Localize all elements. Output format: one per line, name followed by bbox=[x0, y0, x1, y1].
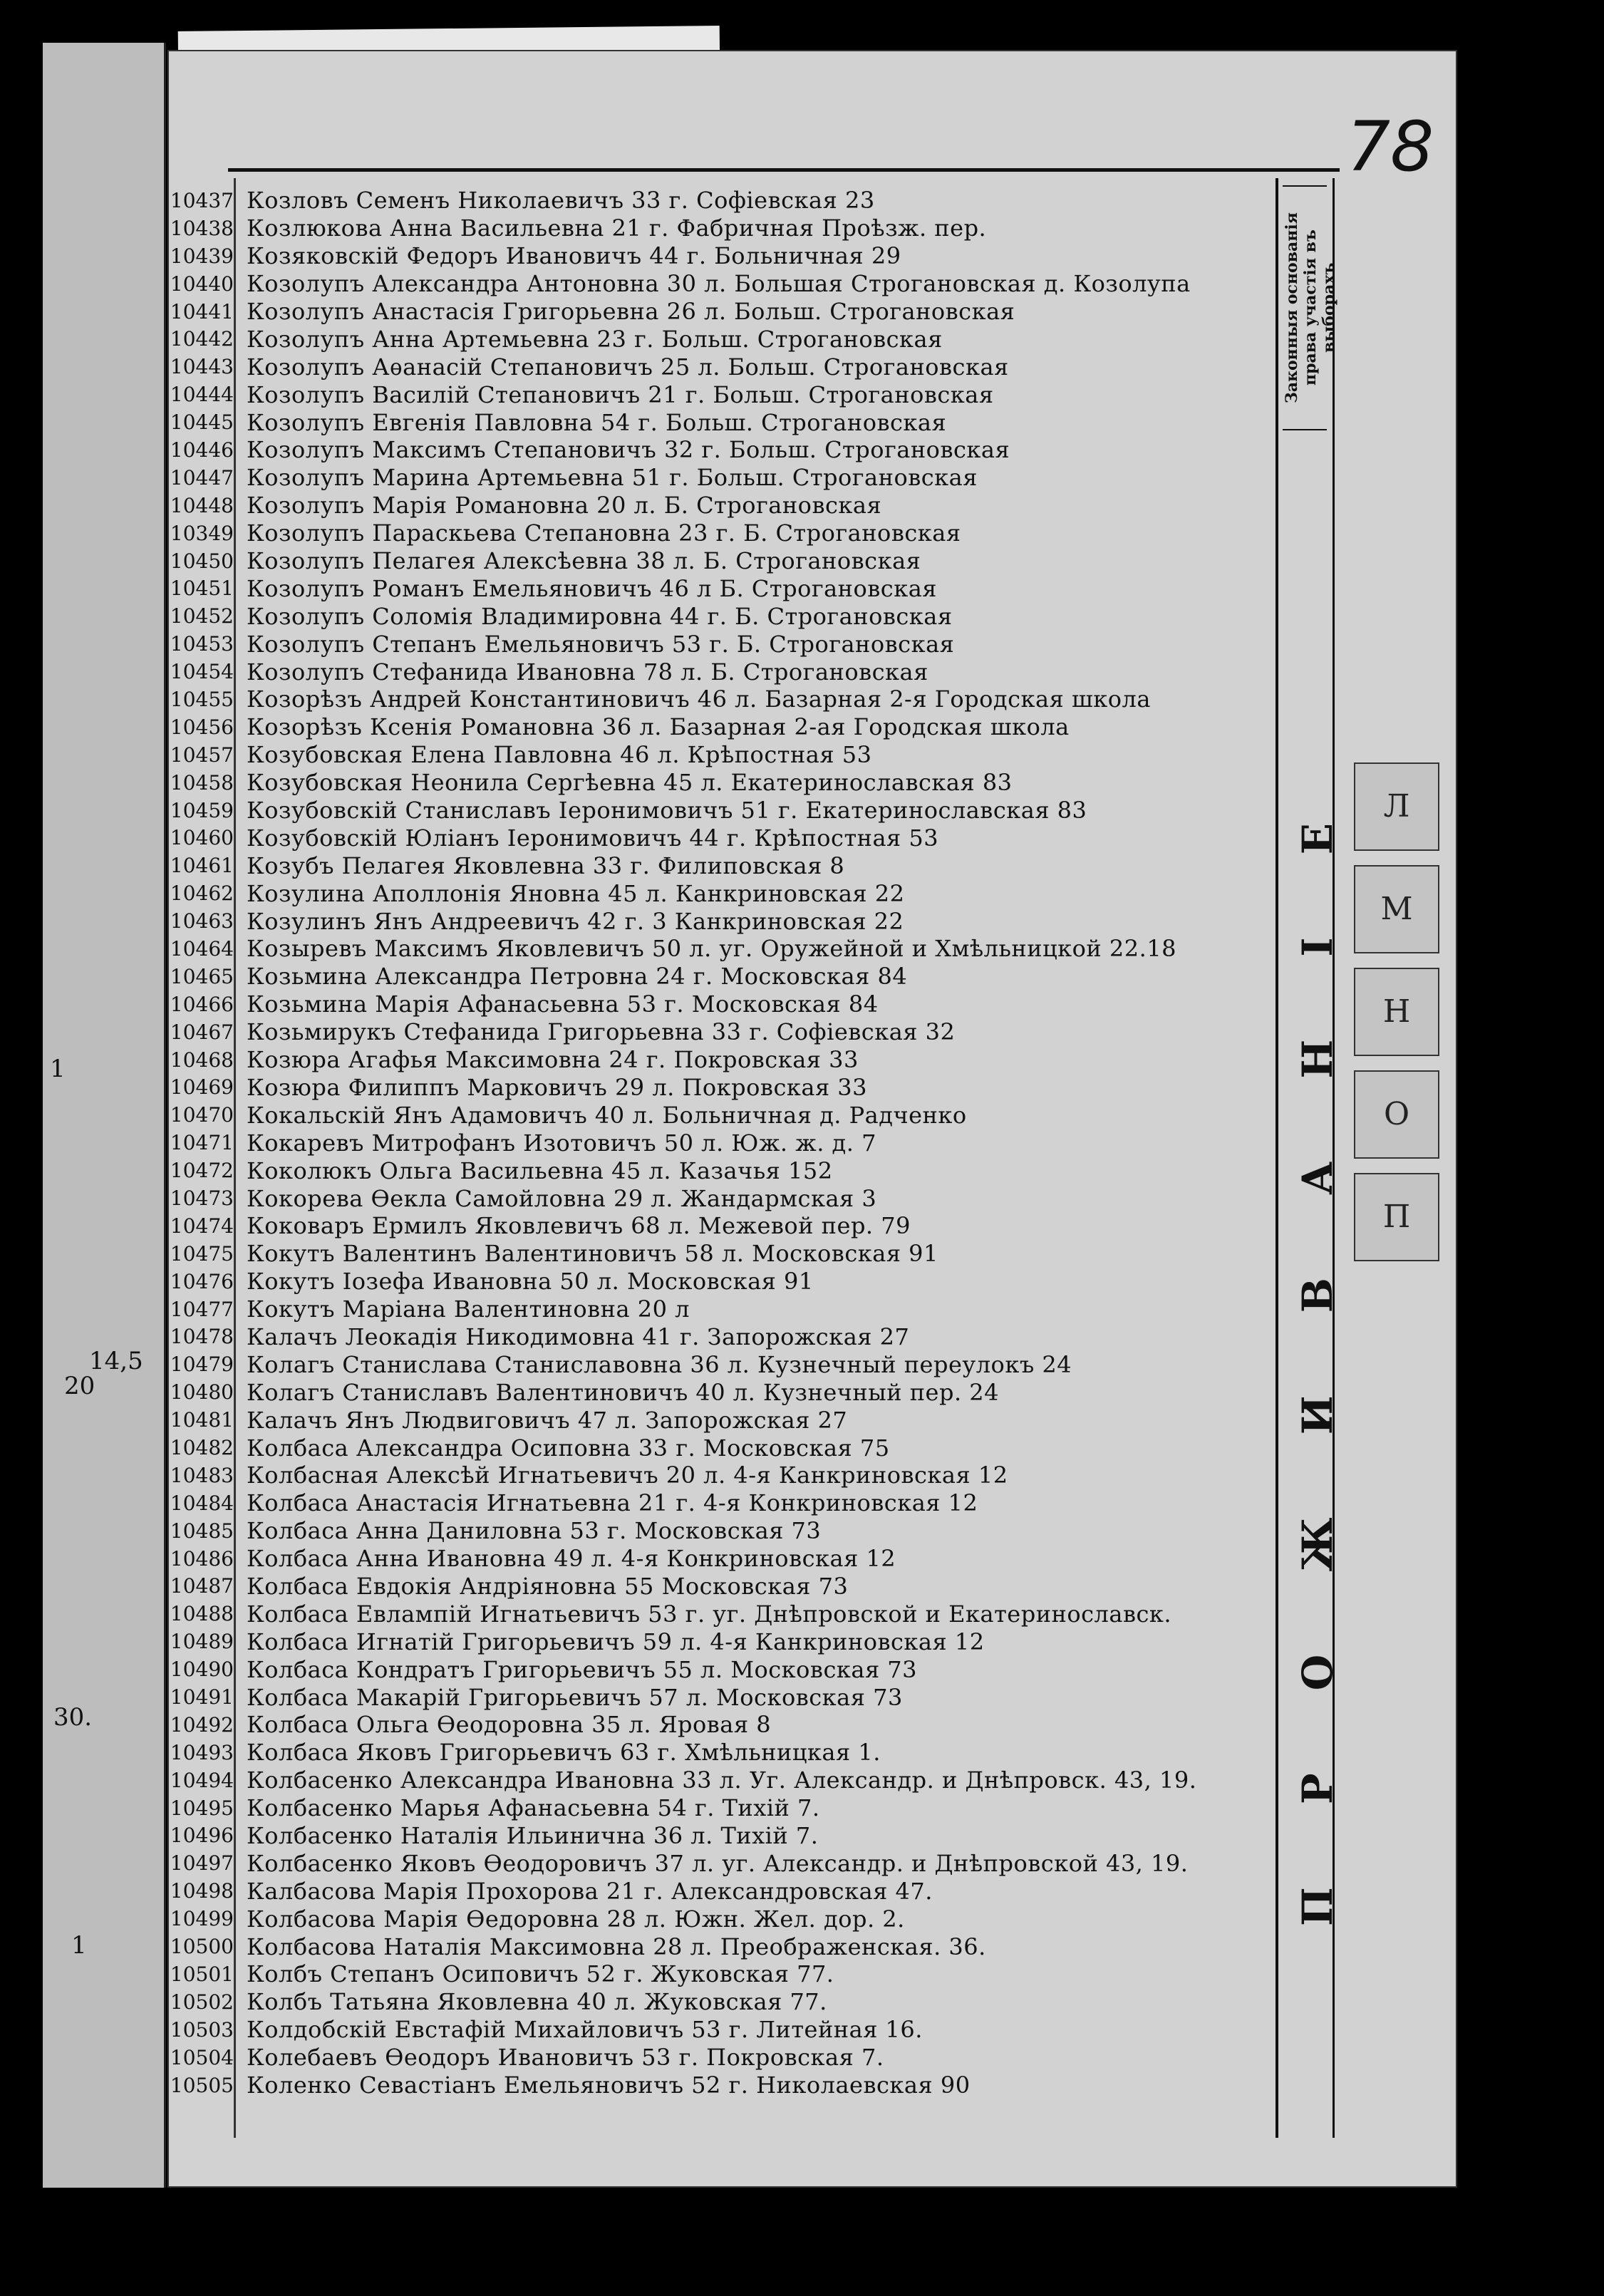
entry-number: 10447 bbox=[170, 465, 234, 490]
entry-text: Козубовскiй Юлiанъ Iеронимовичъ 44 г. Крѣпостная 53 bbox=[247, 824, 939, 852]
entry-number: 10463 bbox=[170, 909, 234, 934]
entry-number: 10459 bbox=[170, 798, 234, 822]
entry-text: Козюра Агафья Максимовна 24 г. Покровская 33 bbox=[247, 1046, 859, 1074]
list-item bbox=[170, 1074, 1281, 1102]
entry-text: Козолупъ Максимъ Степановичъ 32 г. Больш. Строгановская bbox=[247, 436, 1010, 464]
list-item bbox=[170, 1794, 1281, 1822]
entry-number: 10481 bbox=[170, 1408, 234, 1432]
entry-number: 10473 bbox=[170, 1186, 234, 1210]
list-item bbox=[170, 492, 1281, 519]
list-item bbox=[170, 797, 1281, 824]
entry-text: Колбъ Татьяна Яковлевна 40 л. Жуковская 77. bbox=[247, 1988, 827, 2016]
entry-number: 10488 bbox=[170, 1602, 234, 1626]
list-item bbox=[170, 1268, 1281, 1296]
index-tabs bbox=[1354, 762, 1439, 1261]
entry-text: Колбаса Александра Осиповна 33 г. Московская 75 bbox=[247, 1434, 890, 1462]
entry-number: 10476 bbox=[170, 1269, 234, 1293]
entry-number: 10495 bbox=[170, 1796, 234, 1820]
entry-text: Колебаевъ Ѳеодоръ Ивановичъ 53 г. Покровская 7. bbox=[247, 2044, 884, 2072]
entry-text: Козловъ Семенъ Николаевичъ 33 г. Софiевская 23 bbox=[247, 187, 875, 214]
entry-text: Козяковскiй Федоръ Ивановичъ 44 г. Больничная 29 bbox=[247, 242, 901, 270]
entry-number: 10486 bbox=[170, 1546, 234, 1571]
list-item bbox=[170, 630, 1281, 658]
entry-number: 10499 bbox=[170, 1907, 234, 1931]
list-item bbox=[170, 1240, 1281, 1268]
entry-number: 10497 bbox=[170, 1851, 234, 1876]
entry-text: Козорѣзъ Андрей Константиновичъ 46 л. Базарная 2-я Городская школа bbox=[247, 686, 1151, 713]
entry-text: Колбасенко Яковъ Ѳеодоровичъ 37 л. уг. Александр. и Днѣпровской 43, 19. bbox=[247, 1849, 1189, 1877]
list-item bbox=[170, 1018, 1281, 1046]
list-item bbox=[170, 436, 1281, 464]
entry-text: Козолупъ Степанъ Емельяновичъ 53 г. Б. Строгановская bbox=[247, 630, 955, 658]
list-item bbox=[170, 935, 1281, 963]
entry-text: Кокутъ Iозефа Ивановна 50 л. Московская 91 bbox=[247, 1268, 814, 1296]
entry-text: Козолупъ Евгенiя Павловна 54 г. Больш. Строгановская bbox=[247, 408, 947, 436]
list-item bbox=[170, 769, 1281, 797]
index-tab[interactable]: Н bbox=[1354, 968, 1439, 1056]
entry-text: Кокорева Ѳекла Самойловна 29 л. Жандармская 3 bbox=[247, 1184, 877, 1212]
list-item bbox=[170, 2044, 1281, 2072]
index-tab[interactable]: П bbox=[1354, 1173, 1439, 1261]
entry-number: 10500 bbox=[170, 1935, 234, 1959]
list-item bbox=[170, 574, 1281, 602]
entry-text: Коколюкъ Ольга Васильевна 45 л. Казачья 152 bbox=[247, 1157, 833, 1184]
index-tab[interactable]: Л bbox=[1354, 762, 1439, 851]
list-item bbox=[170, 464, 1281, 492]
entry-number: 10472 bbox=[170, 1159, 234, 1183]
list-item bbox=[170, 824, 1281, 852]
list-item bbox=[170, 1573, 1281, 1601]
list-item bbox=[170, 1046, 1281, 1074]
entry-number: 10504 bbox=[170, 2045, 234, 2069]
entry-text: Колбасенко Марья Афанасьевна 54 г. Тихiй 7. bbox=[247, 1794, 820, 1822]
list-item bbox=[170, 1655, 1281, 1683]
entry-text: Козлюкова Анна Васильевна 21 г. Фабричная Проѣзж. пер. bbox=[247, 214, 987, 242]
entry-number: 10505 bbox=[170, 2073, 234, 2097]
entry-number: 10451 bbox=[170, 576, 234, 601]
list-item bbox=[170, 1489, 1281, 1517]
entry-text: Козолупъ Василiй Степановичъ 21 г. Больш. Строгановская bbox=[247, 381, 994, 408]
list-item bbox=[170, 1296, 1281, 1323]
entry-text: Колбасова Наталiя Максимовна 28 л. Преображенская. 36. bbox=[247, 1933, 986, 1960]
list-item bbox=[170, 2016, 1281, 2044]
list-item bbox=[170, 991, 1281, 1018]
list-item bbox=[170, 1849, 1281, 1877]
entry-number: 10462 bbox=[170, 881, 234, 906]
entry-number: 10442 bbox=[170, 327, 234, 351]
list-item bbox=[170, 1822, 1281, 1850]
list-item bbox=[170, 1877, 1281, 1905]
list-item bbox=[170, 187, 1281, 214]
entry-number: 10469 bbox=[170, 1075, 234, 1100]
entry-text: Колбаса Анна Даниловна 53 г. Московская 73 bbox=[247, 1517, 822, 1545]
entry-text: Козыревъ Максимъ Яковлевичъ 50 л. уг. Оружейной и Хмѣльницкой 22.18 bbox=[247, 935, 1177, 963]
entry-number: 10440 bbox=[170, 272, 234, 296]
entry-number: 10503 bbox=[170, 2017, 234, 2042]
list-item bbox=[170, 214, 1281, 242]
entry-text: Козьмина Марiя Афанасьевна 53 г. Московская 84 bbox=[247, 991, 879, 1018]
list-item bbox=[170, 1711, 1281, 1739]
entry-text: Козюра Филиппъ Марковичъ 29 л. Покровская 33 bbox=[247, 1073, 868, 1101]
entry-text: Колбаса Ольга Ѳеодоровна 35 л. Яровая 8 bbox=[247, 1711, 772, 1739]
entry-text: Козолупъ Марiя Романовна 20 л. Б. Строгановская bbox=[247, 492, 882, 519]
entry-text: Козолупъ Стефанида Ивановна 78 л. Б. Строгановская bbox=[247, 658, 928, 686]
entry-number: 10470 bbox=[170, 1103, 234, 1127]
entry-number: 10456 bbox=[170, 715, 234, 739]
entry-text: Коковаръ Ермилъ Яковлевичъ 68 л. Межевой пер. 79 bbox=[247, 1212, 911, 1240]
entry-number: 10492 bbox=[170, 1712, 234, 1737]
entry-text: Козьмина Александра Петровна 24 г. Московская 84 bbox=[247, 963, 908, 991]
margin-note: 14,5 bbox=[89, 1347, 143, 1375]
entry-text: Коленко Севастiанъ Емельяновичъ 52 г. Николаевская 90 bbox=[247, 2072, 971, 2099]
entry-text: Козубовскiй Станиславъ Iеронимовичъ 51 г. Екатеринославская 83 bbox=[247, 797, 1087, 824]
entry-text: Колбаса Евлампiй Игнатьевичъ 53 г. уг. Днѣпровской и Екатеринославск. bbox=[247, 1600, 1172, 1628]
entry-number: 10457 bbox=[170, 743, 234, 767]
list-item bbox=[170, 1350, 1281, 1378]
list-item bbox=[170, 1683, 1281, 1711]
list-item bbox=[170, 1905, 1281, 1933]
entry-number: 10474 bbox=[170, 1214, 234, 1238]
entry-number: 10480 bbox=[170, 1380, 234, 1405]
entry-number: 10446 bbox=[170, 438, 234, 462]
entry-number: 10502 bbox=[170, 1990, 234, 2014]
entry-number: 10460 bbox=[170, 826, 234, 850]
entry-number: 10489 bbox=[170, 1630, 234, 1654]
list-item bbox=[170, 907, 1281, 935]
entry-number: 10437 bbox=[170, 188, 234, 212]
entry-number: 10452 bbox=[170, 604, 234, 629]
entry-text: Колбаса Анна Ивановна 49 л. 4-я Конкриновская 12 bbox=[247, 1545, 896, 1573]
list-item bbox=[170, 658, 1281, 686]
entry-text: Кокутъ Валентинъ Валентиновичъ 58 л. Московская 91 bbox=[247, 1240, 938, 1268]
entry-number: 10441 bbox=[170, 299, 234, 324]
entry-number: 10494 bbox=[170, 1768, 234, 1792]
margin-note: 1 bbox=[71, 1931, 87, 1960]
list-item bbox=[170, 1212, 1281, 1240]
entry-text: Козолупъ Анна Артемьевна 23 г. Больш. Строгановская bbox=[247, 325, 943, 353]
list-item bbox=[170, 1462, 1281, 1489]
list-item bbox=[170, 1434, 1281, 1462]
entry-text: Козубовская Елена Павловна 46 л. Крѣпостная 53 bbox=[247, 741, 872, 769]
entry-text: Козорѣзъ Ксенiя Романовна 36 л. Базарная 2-ая Городская школа bbox=[247, 713, 1070, 741]
list-item bbox=[170, 298, 1281, 326]
entry-text: Кокаревъ Митрофанъ Изотовичъ 50 л. Юж. ж. д. 7 bbox=[247, 1129, 876, 1157]
list-item bbox=[170, 1157, 1281, 1184]
entry-number: 10496 bbox=[170, 1824, 234, 1848]
list-item bbox=[170, 1628, 1281, 1655]
entry-number: 10498 bbox=[170, 1879, 234, 1903]
entry-text: Калачъ Леокадiя Никодимовна 41 г. Запорожская 27 bbox=[247, 1323, 910, 1350]
entry-text: Козолупъ Соломiя Владимировна 44 г. Б. Строгановская bbox=[247, 602, 953, 630]
list-item bbox=[170, 353, 1281, 381]
entry-number: 10467 bbox=[170, 1020, 234, 1044]
entry-number: 10465 bbox=[170, 964, 234, 988]
entry-number: 10491 bbox=[170, 1685, 234, 1710]
entry-text: Колбасенко Александра Ивановна 33 л. Уг. Александр. и Днѣпровск. 43, 19. bbox=[247, 1767, 1197, 1794]
list-item bbox=[170, 1545, 1281, 1573]
list-item bbox=[170, 2072, 1281, 2099]
entry-text: Козолупъ Александра Антоновна 30 л. Большая Строгановская д. Козолупа bbox=[247, 270, 1191, 298]
list-item bbox=[170, 1600, 1281, 1628]
entry-text: Калачъ Янъ Людвиговичъ 47 л. Запорожская 27 bbox=[247, 1406, 848, 1434]
voter-list bbox=[170, 187, 1281, 2099]
entry-text: Колбаса Макарiй Григорьевичъ 57 л. Московская 73 bbox=[247, 1683, 903, 1711]
entry-number: 10454 bbox=[170, 660, 234, 684]
entry-number: 10487 bbox=[170, 1574, 234, 1598]
index-tab[interactable]: М bbox=[1354, 865, 1439, 953]
list-item bbox=[170, 1517, 1281, 1545]
binding-spine bbox=[43, 43, 166, 2188]
entry-text: Кокальскiй Янъ Адамовичъ 40 л. Больничная д. Радченко bbox=[247, 1101, 967, 1129]
entry-number: 10477 bbox=[170, 1297, 234, 1321]
entry-number: 10458 bbox=[170, 770, 234, 795]
list-item bbox=[170, 1739, 1281, 1767]
entry-number: 10439 bbox=[170, 244, 234, 268]
list-item bbox=[170, 1988, 1281, 2016]
margin-note: 1 bbox=[50, 1055, 66, 1083]
list-item bbox=[170, 242, 1281, 270]
entry-number: 10448 bbox=[170, 493, 234, 517]
list-item bbox=[170, 270, 1281, 298]
index-tab[interactable]: О bbox=[1354, 1070, 1439, 1159]
entry-text: Колбаса Кондратъ Григорьевичъ 55 л. Московская 73 bbox=[247, 1655, 918, 1683]
list-item bbox=[170, 1184, 1281, 1212]
entry-number: 10455 bbox=[170, 687, 234, 711]
entry-text: Колагъ Станиславъ Валентиновичъ 40 л. Кузнечный пер. 24 bbox=[247, 1378, 1000, 1406]
list-item bbox=[170, 519, 1281, 547]
entry-number: 10475 bbox=[170, 1241, 234, 1266]
page-number: 78 bbox=[1347, 107, 1434, 187]
entry-number: 10501 bbox=[170, 1962, 234, 1986]
entry-number: 10438 bbox=[170, 216, 234, 240]
entry-number: 10485 bbox=[170, 1519, 234, 1543]
list-item bbox=[170, 686, 1281, 713]
entry-text: Козолупъ Аѳанасiй Степановичъ 25 л. Больш. Строгановская bbox=[247, 353, 1009, 381]
entry-text: Колбаса Анастасiя Игнатьевна 21 г. 4-я Конкриновская 12 bbox=[247, 1489, 978, 1517]
entry-number: 10450 bbox=[170, 549, 234, 573]
entry-number: 10453 bbox=[170, 632, 234, 656]
list-item bbox=[170, 713, 1281, 741]
margin-note: 30. bbox=[53, 1703, 93, 1732]
list-item bbox=[170, 963, 1281, 991]
entry-text: Колбасова Марiя Ѳедоровна 28 л. Южн. Жел. дор. 2. bbox=[247, 1905, 905, 1933]
list-item bbox=[170, 879, 1281, 907]
entry-text: Козолупъ Пелагея Алексѣевна 38 л. Б. Строгановская bbox=[247, 547, 921, 575]
entry-text: Козолупъ Романъ Емельяновичъ 46 л Б. Строгановская bbox=[247, 574, 937, 602]
list-item bbox=[170, 408, 1281, 436]
list-item bbox=[170, 547, 1281, 575]
entry-text: Козулина Аполлонiя Яновна 45 л. Канкриновская 22 bbox=[247, 879, 905, 907]
entry-number: 10490 bbox=[170, 1658, 234, 1682]
entry-text: Козулинъ Янъ Андреевичъ 42 г. 3 Канкриновская 22 bbox=[247, 907, 904, 935]
entry-text: Козолупъ Параскьева Степановна 23 г. Б. Строгановская bbox=[247, 519, 961, 547]
entry-text: Козолупъ Марина Артемьевна 51 г. Больш. Строгановская bbox=[247, 464, 978, 492]
entry-number: 10482 bbox=[170, 1436, 234, 1460]
entry-text: Колагъ Станислава Станиславовна 36 л. Кузнечный переулокъ 24 bbox=[247, 1350, 1072, 1378]
entry-number: 10478 bbox=[170, 1325, 234, 1349]
column-heading-voting-rights: Законныя основанія права участія въ выборахъ bbox=[1283, 185, 1327, 430]
entry-number: 10349 bbox=[170, 521, 234, 545]
entry-text: Козолупъ Анастасiя Григорьевна 26 л. Больш. Строгановская bbox=[247, 298, 1015, 325]
list-item bbox=[170, 852, 1281, 879]
entry-text: Козубъ Пелагея Яковлевна 33 г. Филиповская 8 bbox=[247, 852, 845, 879]
column-heading-residence: П Р О Ж И В А Н І Е bbox=[1293, 789, 1342, 1926]
list-item bbox=[170, 1378, 1281, 1406]
entry-number: 10468 bbox=[170, 1048, 234, 1072]
entry-number: 10483 bbox=[170, 1463, 234, 1487]
entry-number: 10466 bbox=[170, 992, 234, 1016]
entry-number: 10461 bbox=[170, 854, 234, 878]
entry-number: 10464 bbox=[170, 936, 234, 961]
entry-text: Колбаса Игнатiй Григорьевичъ 59 л. 4-я Канкриновская 12 bbox=[247, 1628, 985, 1655]
entry-text: Колбасная Алексѣй Игнатьевичъ 20 л. 4-я Канкриновская 12 bbox=[247, 1462, 1008, 1489]
entry-text: Колбъ Степанъ Осиповичъ 52 г. Жуковская 77. bbox=[247, 1960, 834, 1988]
header-rule bbox=[228, 168, 1340, 172]
entry-text: Козьмирукъ Стефанида Григорьевна 33 г. Софiевская 32 bbox=[247, 1018, 956, 1046]
list-item bbox=[170, 741, 1281, 769]
entry-number: 10445 bbox=[170, 410, 234, 435]
entry-text: Калбасова Марiя Прохорова 21 г. Александровская 47. bbox=[247, 1877, 933, 1905]
entry-number: 10443 bbox=[170, 355, 234, 379]
entry-text: Колдобскiй Евстафiй Михайловичъ 53 г. Литейная 16. bbox=[247, 2016, 923, 2044]
list-item bbox=[170, 1323, 1281, 1351]
entry-number: 10493 bbox=[170, 1740, 234, 1764]
list-item bbox=[170, 1101, 1281, 1129]
list-item bbox=[170, 1406, 1281, 1434]
entry-text: Колбаса Евдокiя Андрiяновна 55 Московская 73 bbox=[247, 1572, 849, 1600]
list-item bbox=[170, 325, 1281, 353]
list-item bbox=[170, 1767, 1281, 1794]
margin-note: 20 bbox=[64, 1372, 95, 1400]
entry-text: Козубовская Неонила Сергѣевна 45 л. Екатеринославская 83 bbox=[247, 769, 1013, 797]
entry-text: Колбаса Яковъ Григорьевичъ 63 г. Хмѣльницкая 1. bbox=[247, 1739, 881, 1767]
list-item bbox=[170, 1933, 1281, 1960]
list-item bbox=[170, 381, 1281, 408]
entry-number: 10471 bbox=[170, 1131, 234, 1155]
list-item bbox=[170, 602, 1281, 630]
entry-number: 10479 bbox=[170, 1353, 234, 1377]
list-item bbox=[170, 1960, 1281, 1988]
entry-number: 10484 bbox=[170, 1491, 234, 1515]
entry-text: Кокутъ Марiана Валентиновна 20 л bbox=[247, 1296, 690, 1323]
list-item bbox=[170, 1129, 1281, 1157]
entry-text: Колбасенко Наталiя Ильинична 36 л. Тихiй 7. bbox=[247, 1821, 819, 1849]
entry-number: 10444 bbox=[170, 383, 234, 407]
